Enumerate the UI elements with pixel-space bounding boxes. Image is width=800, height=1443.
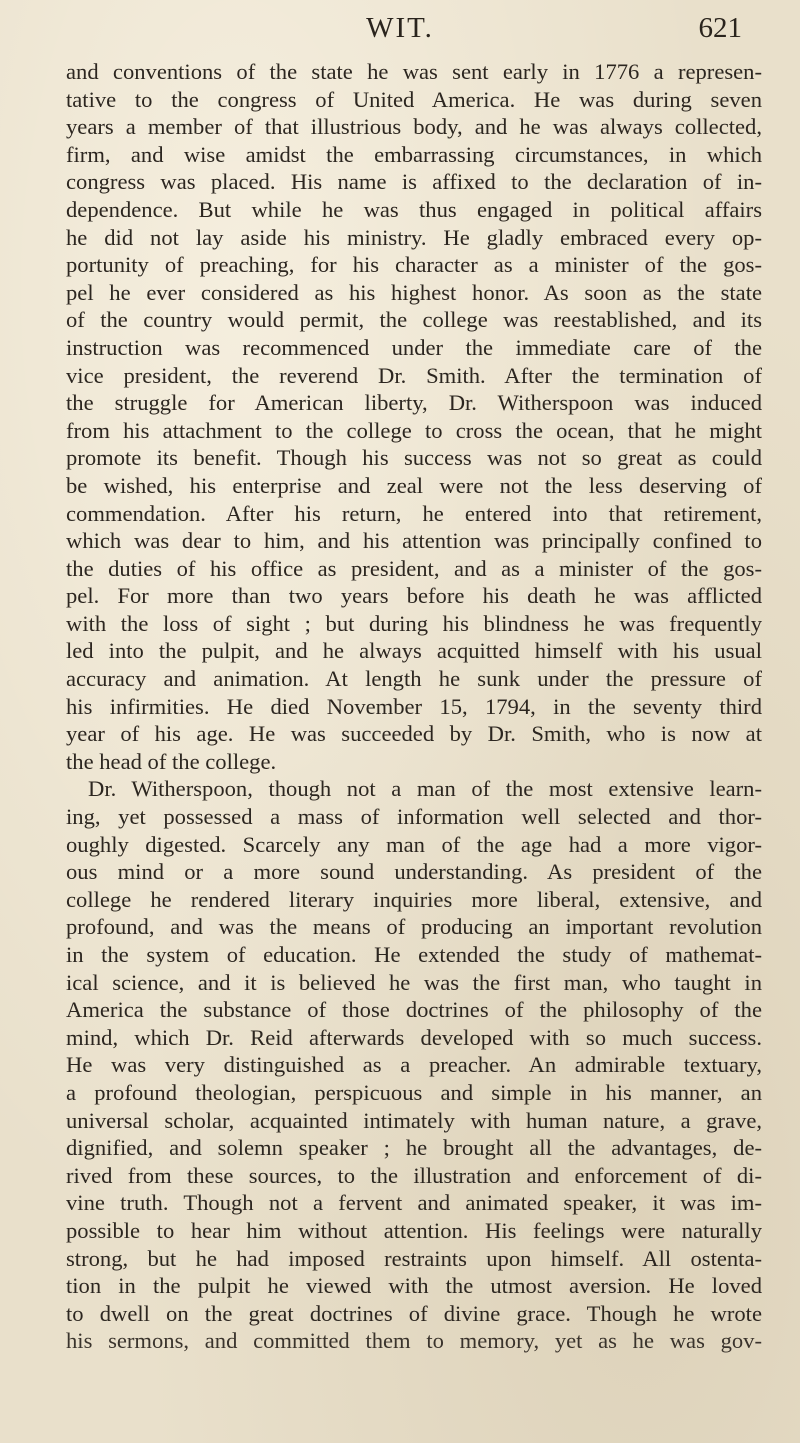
text-line: tative to the congress of United America. He was during seven — [66, 86, 762, 112]
text-line: the duties of his office as president, and as a minister of the gos- — [66, 555, 762, 581]
text-line: vine truth. Though not a fervent and animated speaker, it was im- — [66, 1190, 762, 1216]
text-line: universal scholar, acquainted intimately with human nature, a grave, — [66, 1107, 762, 1133]
text-line: the struggle for American liberty, Dr. Witherspoon was induced — [66, 390, 762, 416]
text-line: years a member of that illustrious body, and he was always collected, — [66, 114, 762, 140]
text-line: congress was placed. His name is affixed to the declaration of in- — [66, 169, 762, 195]
text-line: portunity of preaching, for his character as a minister of the gos- — [66, 252, 762, 278]
text-line: be wished, his enterprise and zeal were not the less deserving of — [66, 472, 762, 498]
page-header — [0, 6, 800, 56]
text-line: year of his age. He was succeeded by Dr. Smith, who is now at — [66, 721, 762, 747]
text-line: vice president, the reverend Dr. Smith. After the termination of — [66, 362, 762, 388]
text-line: commendation. After his return, he entered into that retirement, — [66, 500, 762, 526]
text-line: ing, yet possessed a mass of information well selected and thor- — [66, 804, 762, 830]
text-line: in the system of education. He extended the study of mathemat- — [66, 942, 762, 967]
text-line: firm, and wise amidst the embarrassing circumstances, in which — [66, 141, 762, 167]
text-line: college he rendered literary inquiries more liberal, extensive, and — [66, 886, 762, 912]
text-line: strong, but he had imposed restraints upon himself. All ostenta- — [66, 1245, 762, 1271]
text-line: with the loss of sight ; but during his blindness he was frequently — [66, 610, 762, 636]
text-line: his infirmities. He died November 15, 1794, in the seventy third — [66, 693, 762, 719]
text-line: dependence. But while he was thus engaged in political affairs — [66, 196, 762, 222]
text-line: profound, and was the means of producing an important revolution — [66, 914, 762, 940]
text-line: possible to hear him without attention. His feelings were naturally — [66, 1217, 762, 1243]
body-text — [66, 58, 762, 1355]
text-line: dignified, and solemn speaker ; he brought all the advantages, de- — [66, 1135, 762, 1161]
text-line: and conventions of the state he was sent early in 1776 a represen- — [66, 59, 762, 84]
page-number: 621 — [698, 12, 742, 44]
text-line: ical science, and it is believed he was the first man, who taught in — [66, 969, 762, 995]
text-line: of the country would permit, the college was reestablished, and its — [66, 307, 762, 333]
text-line: he did not lay aside his ministry. He gladly embraced every op- — [66, 224, 762, 250]
text-line: oughly digested. Scarcely any man of the age had a more vigor- — [66, 831, 762, 857]
text-line: promote its benefit. Though his success was not so great as could — [66, 445, 762, 471]
text-line: a profound theologian, perspicuous and simple in his manner, an — [66, 1079, 762, 1105]
paragraph-start-line: Dr. Witherspoon, though not a man of the most extensive learn- — [88, 776, 762, 802]
text-line: rived from these sources, to the illustration and enforcement of di- — [66, 1162, 762, 1188]
running-title: WIT. — [366, 12, 434, 44]
text-line: tion in the pulpit he viewed with the utmost aversion. He loved — [66, 1273, 762, 1299]
text-line: mind, which Dr. Reid afterwards developed with so much success. — [66, 1024, 762, 1050]
text-line: He was very distinguished as a preacher. An admirable textuary, — [66, 1052, 762, 1078]
text-line: accuracy and animation. At length he sunk under the pressure of — [66, 666, 762, 692]
text-line: led into the pulpit, and he always acquitted himself with his usual — [66, 638, 762, 664]
text-line: which was dear to him, and his attention was principally confined to — [66, 528, 762, 554]
text-line: America the substance of those doctrines of the philosophy of the — [66, 997, 762, 1023]
text-line: from his attachment to the college to cross the ocean, that he might — [66, 417, 762, 443]
text-line: pel. For more than two years before his death he was afflicted — [66, 583, 762, 609]
text-line: his sermons, and committed them to memory, yet as he was gov- — [66, 1328, 762, 1354]
paragraph-end-line: the head of the college. — [66, 748, 277, 774]
text-line: instruction was recommenced under the immediate care of the — [66, 334, 762, 360]
text-line: pel he ever considered as his highest honor. As soon as the state — [66, 279, 762, 305]
text-line: ous mind or a more sound understanding. As president of the — [66, 859, 762, 885]
text-line: to dwell on the great doctrines of divine grace. Though he wrote — [66, 1300, 762, 1326]
